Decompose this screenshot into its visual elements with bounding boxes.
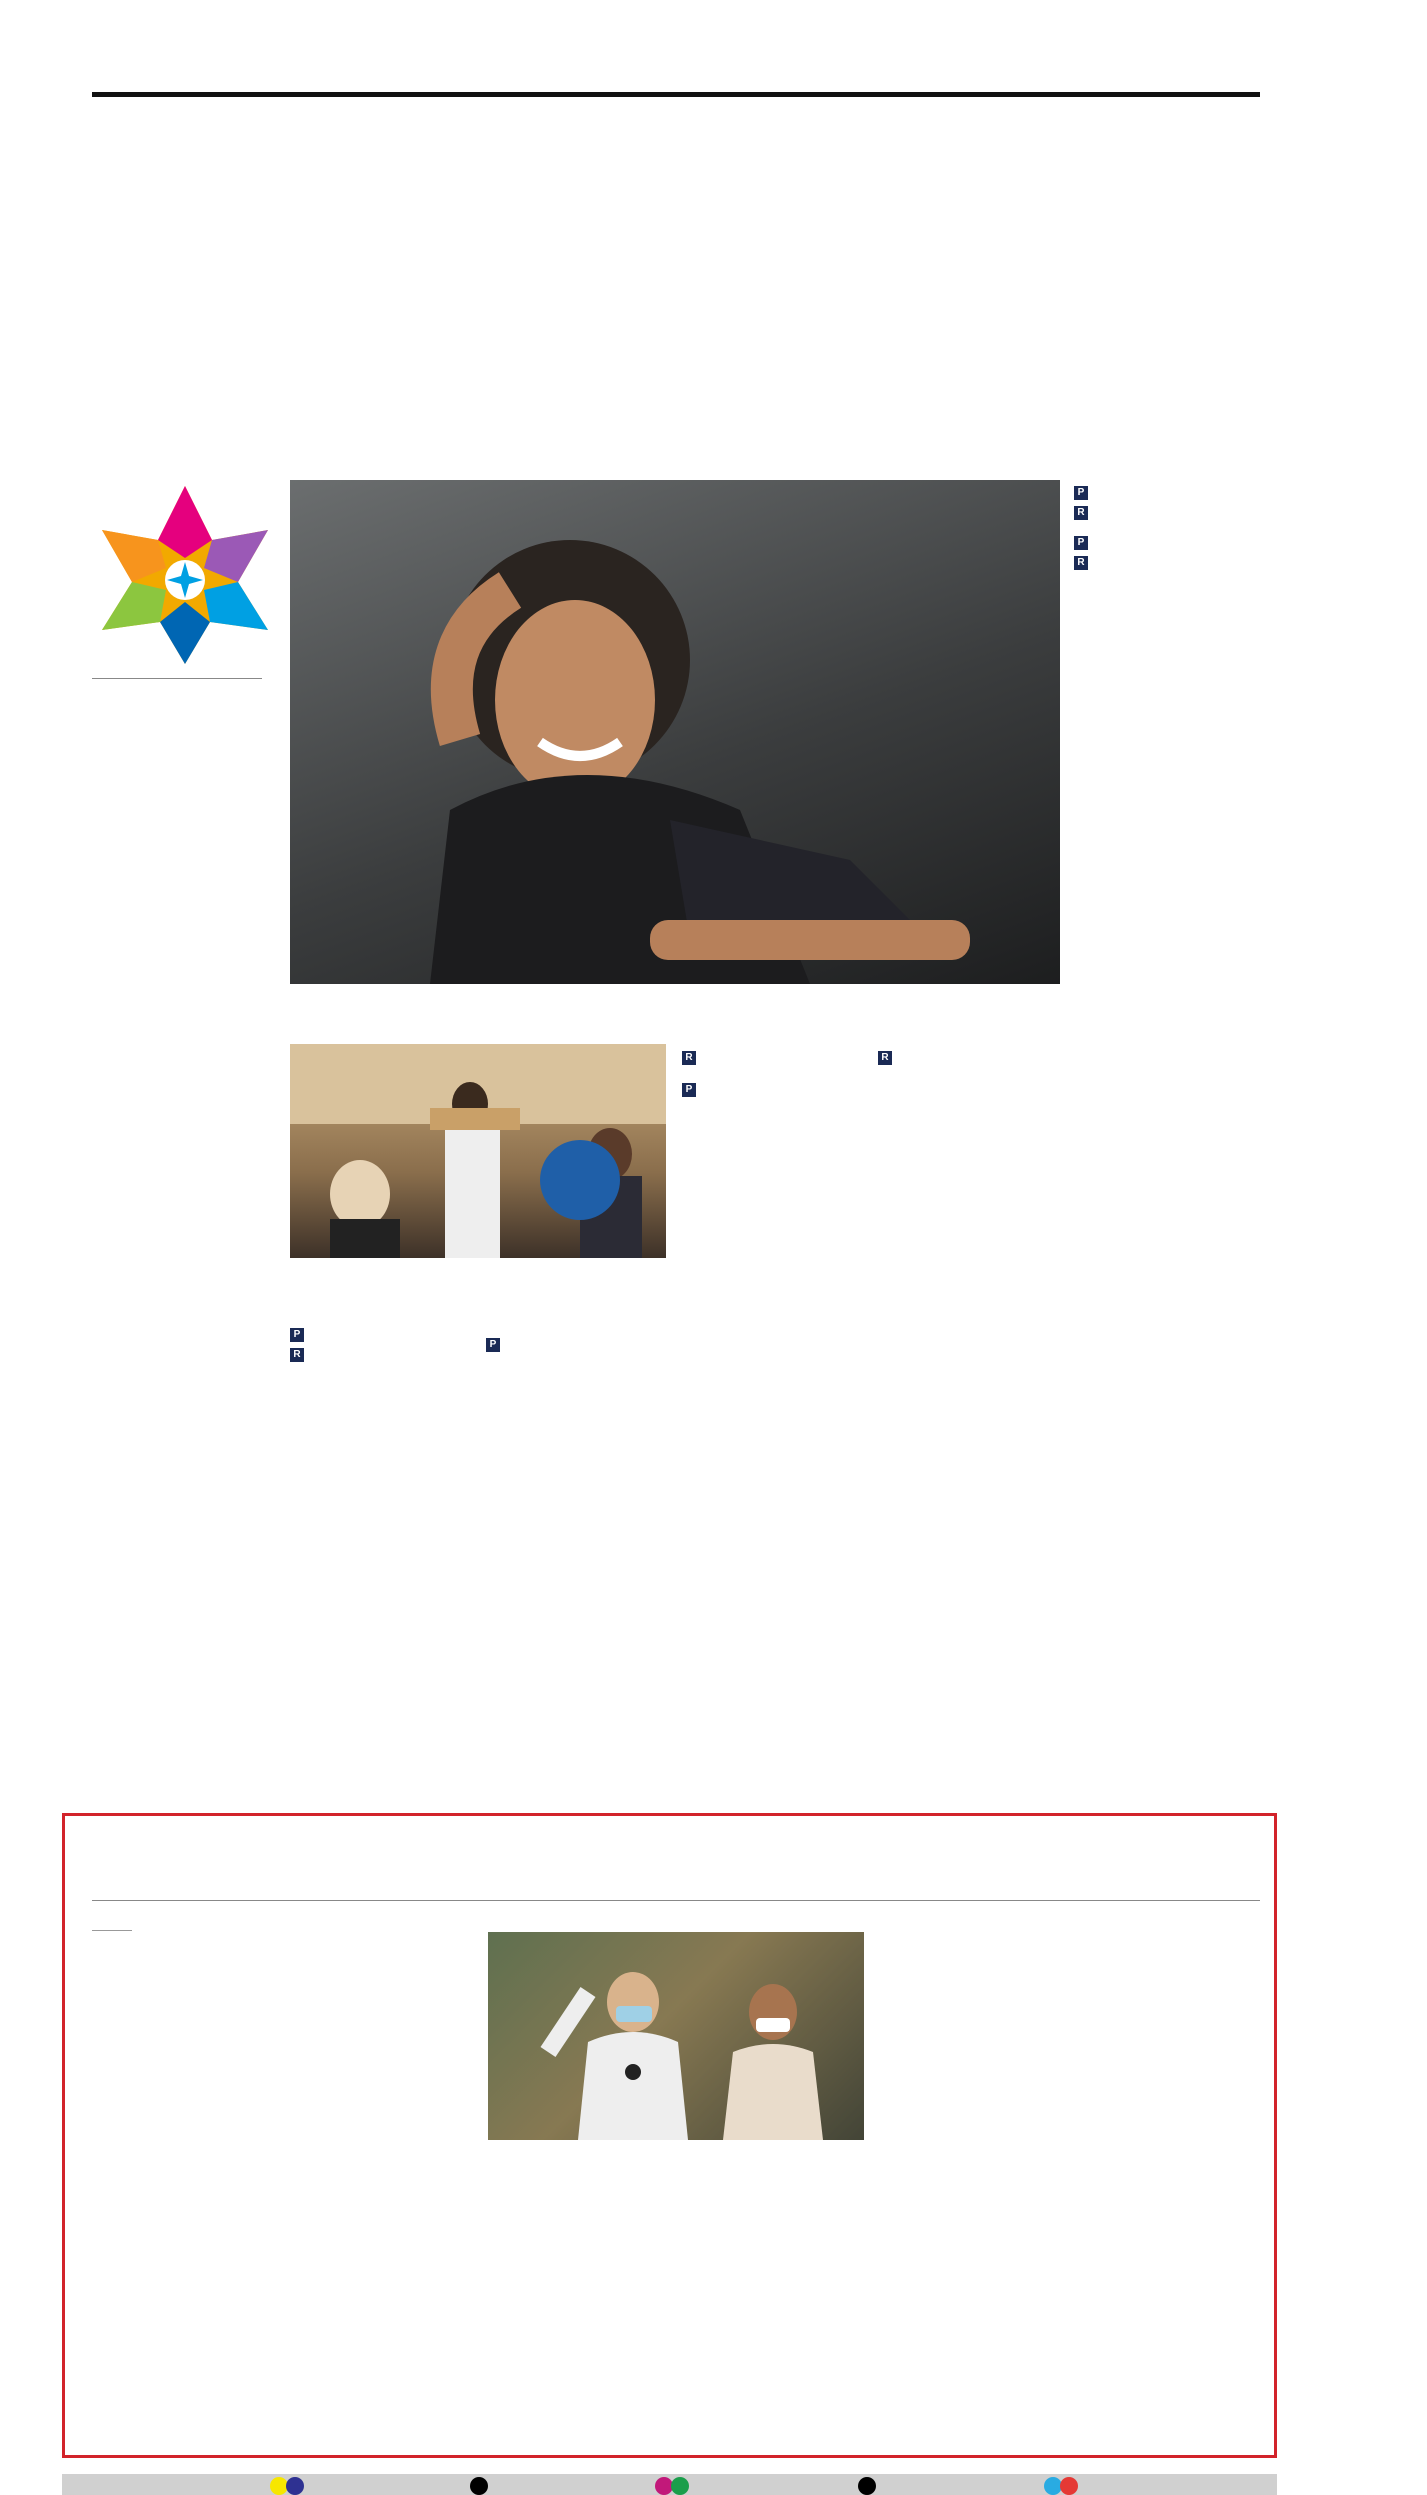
portrait-illustration [290, 480, 1060, 984]
answer-badge-icon: R [290, 1348, 304, 1362]
body-column-3 [486, 1318, 669, 1353]
answer-badge-icon: R [878, 1051, 892, 1065]
question-4 [682, 1079, 865, 1098]
registration-dot-black-2 [858, 2477, 876, 2495]
answer-6 [1074, 551, 1260, 570]
body-column-2 [290, 1318, 473, 1362]
answer-badge-icon: R [682, 1051, 696, 1065]
registration-dot-red [1060, 2477, 1078, 2495]
ceremony-illustration [488, 1932, 864, 2140]
body-column-5 [878, 1046, 1061, 1065]
registration-dot-black [470, 2477, 488, 2495]
answer-1 [290, 1343, 473, 1362]
question-badge-icon: P [1074, 536, 1088, 550]
answer-5 [1074, 501, 1260, 520]
bid-badge [540, 1140, 620, 1220]
question-badge-icon: P [486, 1338, 500, 1352]
question-badge-icon: P [290, 1328, 304, 1342]
second-photo [290, 1044, 666, 1258]
answer-4 [878, 1046, 1061, 1065]
question-1 [290, 1324, 473, 1343]
body-column-6 [1074, 482, 1260, 570]
body-column-4 [682, 1046, 865, 1098]
registration-dot-green [671, 2477, 689, 2495]
masthead [958, 61, 962, 81]
box-deck-divider [92, 1930, 132, 1931]
question-badge-icon: P [1074, 486, 1088, 500]
question-5 [1074, 482, 1260, 501]
main-photo [290, 480, 1060, 984]
answer-badge-icon: R [1074, 556, 1088, 570]
question-2 [486, 1334, 669, 1353]
question-6 [1074, 532, 1260, 551]
box-headline-rule [92, 1900, 1260, 1901]
bid-flower-icon [92, 478, 278, 668]
box-photo [488, 1932, 864, 2140]
bid-logo [92, 478, 278, 808]
logo-rule [92, 678, 262, 679]
event-illustration [290, 1044, 666, 1258]
box-deck [92, 1920, 274, 1951]
registration-dot-navy [286, 2477, 304, 2495]
question-badge-icon: P [682, 1083, 696, 1097]
header-rule [92, 92, 1260, 97]
answer-3 [682, 1046, 865, 1065]
answer-badge-icon: R [1074, 506, 1088, 520]
